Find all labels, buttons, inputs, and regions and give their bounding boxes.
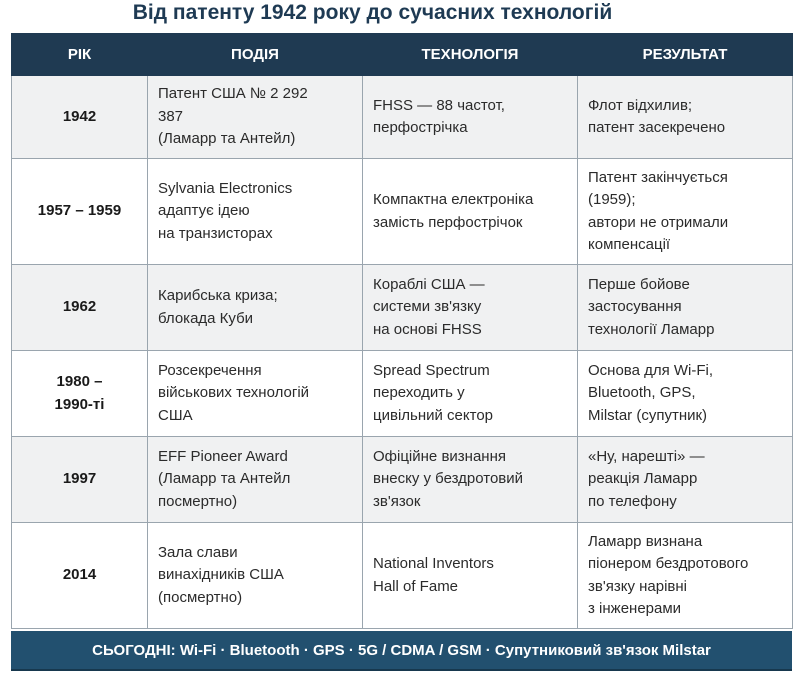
result-cell: Патент закінчується (1959); автори не отримали компенсації <box>578 159 793 265</box>
year-cell: 1957 – 1959 <box>12 159 148 265</box>
column-header-year: РІК <box>12 34 148 76</box>
technology-cell: FHSS — 88 частот, перфострічка <box>363 76 578 159</box>
table-row <box>12 351 793 437</box>
year-cell: 2014 <box>12 523 148 629</box>
result-cell: Ламарр визнана піонером бездротового зв'язку нарівні з інженерами <box>578 523 793 629</box>
column-header-result: РЕЗУЛЬТАТ <box>578 34 793 76</box>
technology-cell: Кораблі США — системи зв'язку на основі FHSS <box>363 265 578 351</box>
technology-cell: Офіційне визнання внеску у бездротовий зв'язок <box>363 437 578 523</box>
technology-cell: Компактна електроніка замість перфострічок <box>363 159 578 265</box>
event-cell: Sylvania Electronics адаптує ідею на транзисторах <box>148 159 363 265</box>
year-cell: 1997 <box>12 437 148 523</box>
table-row <box>12 159 793 265</box>
page-title: Від патенту 1942 року до сучасних технологій <box>132 1 613 24</box>
result-cell: Основа для Wi-Fi, Bluetooth, GPS, Milstar (супутник) <box>578 351 793 437</box>
column-header-technology: ТЕХНОЛОГІЯ <box>363 34 578 76</box>
table-row <box>12 437 793 523</box>
event-cell: Зала слави винахідників США (посмертно) <box>148 523 363 629</box>
footer-banner: СЬОГОДНІ: Wi-Fi · Bluetooth · GPS · 5G / CDMA / GSM · Супутниковий зв'язок Milstar <box>11 631 792 671</box>
year-cell: 1980 – 1990-ті <box>12 351 148 437</box>
event-cell: Карибська криза; блокада Куби <box>148 265 363 351</box>
event-cell: Патент США № 2 292 387 (Ламарр та Антейл) <box>148 76 363 159</box>
table-row <box>12 76 793 159</box>
column-header-event: ПОДІЯ <box>148 34 363 76</box>
year-cell: 1962 <box>12 265 148 351</box>
event-cell: EFF Pioneer Award (Ламарр та Антейл посмертно) <box>148 437 363 523</box>
result-cell: Флот відхилив; патент засекречено <box>578 76 793 159</box>
table-row <box>12 523 793 629</box>
result-cell: Перше бойове застосування технології Ламарр <box>578 265 793 351</box>
technology-cell: National Inventors Hall of Fame <box>363 523 578 629</box>
event-cell: Розсекречення військових технологій США <box>148 351 363 437</box>
table-row <box>12 265 793 351</box>
year-cell: 1942 <box>12 76 148 159</box>
timeline-table <box>11 33 793 629</box>
header-row <box>12 34 793 76</box>
result-cell: «Ну, нарешті» — реакція Ламарр по телефону <box>578 437 793 523</box>
technology-cell: Spread Spectrum переходить у цивільний сектор <box>363 351 578 437</box>
